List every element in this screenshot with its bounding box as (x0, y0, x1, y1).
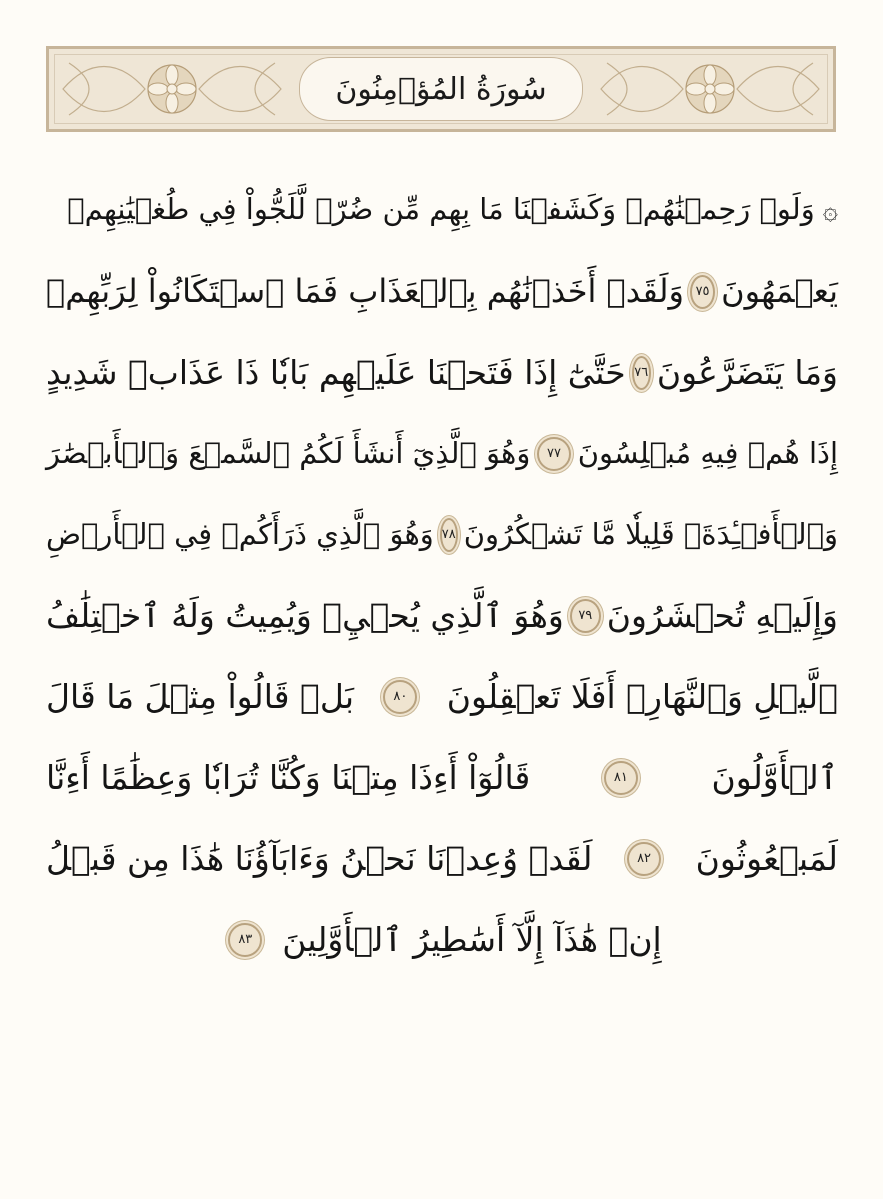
line-2-segment-2: وَلَقَدۡ أَخَذۡنَٰهُم بِٱلۡعَذَابِ فَمَا ٱسۡتَكَانُواْ لِرَبِّهِمۡ (46, 272, 684, 310)
line-1-segment-1: وَلَوۡ رَحِمۡنَٰهُمۡ وَكَشَفۡنَا مَا بِهِم مِّن ضُرّٖ لَّلَجُّواْ فِي طُغۡيَٰنِهِمۡ (67, 192, 815, 226)
ayah-marker-76: ٧٦ (632, 356, 651, 390)
verse-line-4 (46, 413, 838, 494)
line-4-segment-1: إِذَا هُمۡ فِيهِ مُبۡلِسُونَ (577, 436, 838, 470)
line-8-segment-2: قَالُوٓاْ أَءِذَا مِتۡنَا وَكُنَّا تُرَابٗا وَعِظَٰمًا أَءِنَّا (46, 758, 531, 797)
verse-line-9 (46, 818, 838, 899)
surah-title: سُورَةُ المُؤۡمِنُونَ (335, 71, 547, 107)
ayah-marker-83: ٨٣ (228, 923, 262, 957)
ayah-marker-80: ٨٠ (383, 680, 417, 714)
line-5-segment-2: وَهُوَ ٱلَّذِي ذَرَأَكُمۡ فِي ٱلۡأَرۡضِ (45, 517, 434, 551)
verse-line-3 (46, 332, 838, 413)
line-8-segment-1: ٱلۡأَوَّلُونَ (711, 758, 838, 797)
line-9-segment-1: لَمَبۡعُوثُونَ (695, 839, 838, 878)
verse-line-2 (46, 251, 838, 332)
line-7-segment-1: ٱلَّيۡلِ وَٱلنَّهَارِۚ أَفَلَا تَعۡقِلُونَ (446, 677, 838, 716)
hizb-marker-icon: ۞ (822, 196, 838, 226)
verse-line-5 (46, 494, 838, 575)
line-10-segment-1: إِنۡ هَٰذَآ إِلَّآ أَسَٰطِيرُ ٱلۡأَوَّلِينَ (282, 920, 662, 959)
line-1-text (67, 169, 838, 252)
line-4-segment-2: وَهُوَ ٱلَّذِيٓ أَنشَأَ لَكُمُ ٱلسَّمۡعَ وَٱلۡأَبۡصَٰرَ (46, 436, 531, 470)
verse-line-8 (46, 737, 838, 818)
line-2-segment-1: يَعۡمَهُونَ (721, 272, 838, 310)
ayah-marker-75: ٧٥ (690, 275, 715, 309)
ayah-marker-79: ٧٩ (570, 599, 601, 633)
line-6-segment-2: وَهُوَ ٱلَّذِي يُحۡيِۦ وَيُمِيتُ وَلَهُ ٱخۡتِلَٰفُ (46, 596, 564, 635)
line-6-segment-1: وَإِلَيۡهِ تُحۡشَرُونَ (606, 596, 838, 635)
verse-line-6 (46, 575, 838, 656)
ayah-marker-81: ٨١ (604, 761, 638, 795)
line-7-segment-2: بَلۡ قَالُواْ مِثۡلَ مَا قَالَ (46, 677, 355, 716)
verse-line-7 (46, 656, 838, 737)
line-3-segment-2: حَتَّىٰٓ إِذَا فَتَحۡنَا عَلَيۡهِم بَابٗا ذَا عَذَابٖ شَدِيدٍ (46, 353, 626, 392)
verse-line-10 (46, 899, 838, 980)
surah-title-cartouche (299, 57, 583, 121)
line-9-segment-2: لَقَدۡ وُعِدۡنَا نَحۡنُ وَءَابَآؤُنَا هَٰذَا مِن قَبۡلُ (46, 839, 593, 878)
verse-line-1 (46, 170, 838, 251)
ayah-marker-82: ٨٢ (627, 842, 661, 876)
line-3-segment-1: وَمَا يَتَضَرَّعُونَ (656, 353, 838, 392)
verses-block (46, 170, 838, 980)
ayah-marker-77: ٧٧ (537, 437, 571, 471)
surah-header-frame (46, 46, 836, 132)
ayah-marker-78: ٧٨ (440, 518, 458, 552)
line-5-segment-1: وَٱلۡأَفۡـِٔدَةَۚ قَلِيلٗا مَّا تَشۡكُرُونَ (463, 517, 838, 551)
